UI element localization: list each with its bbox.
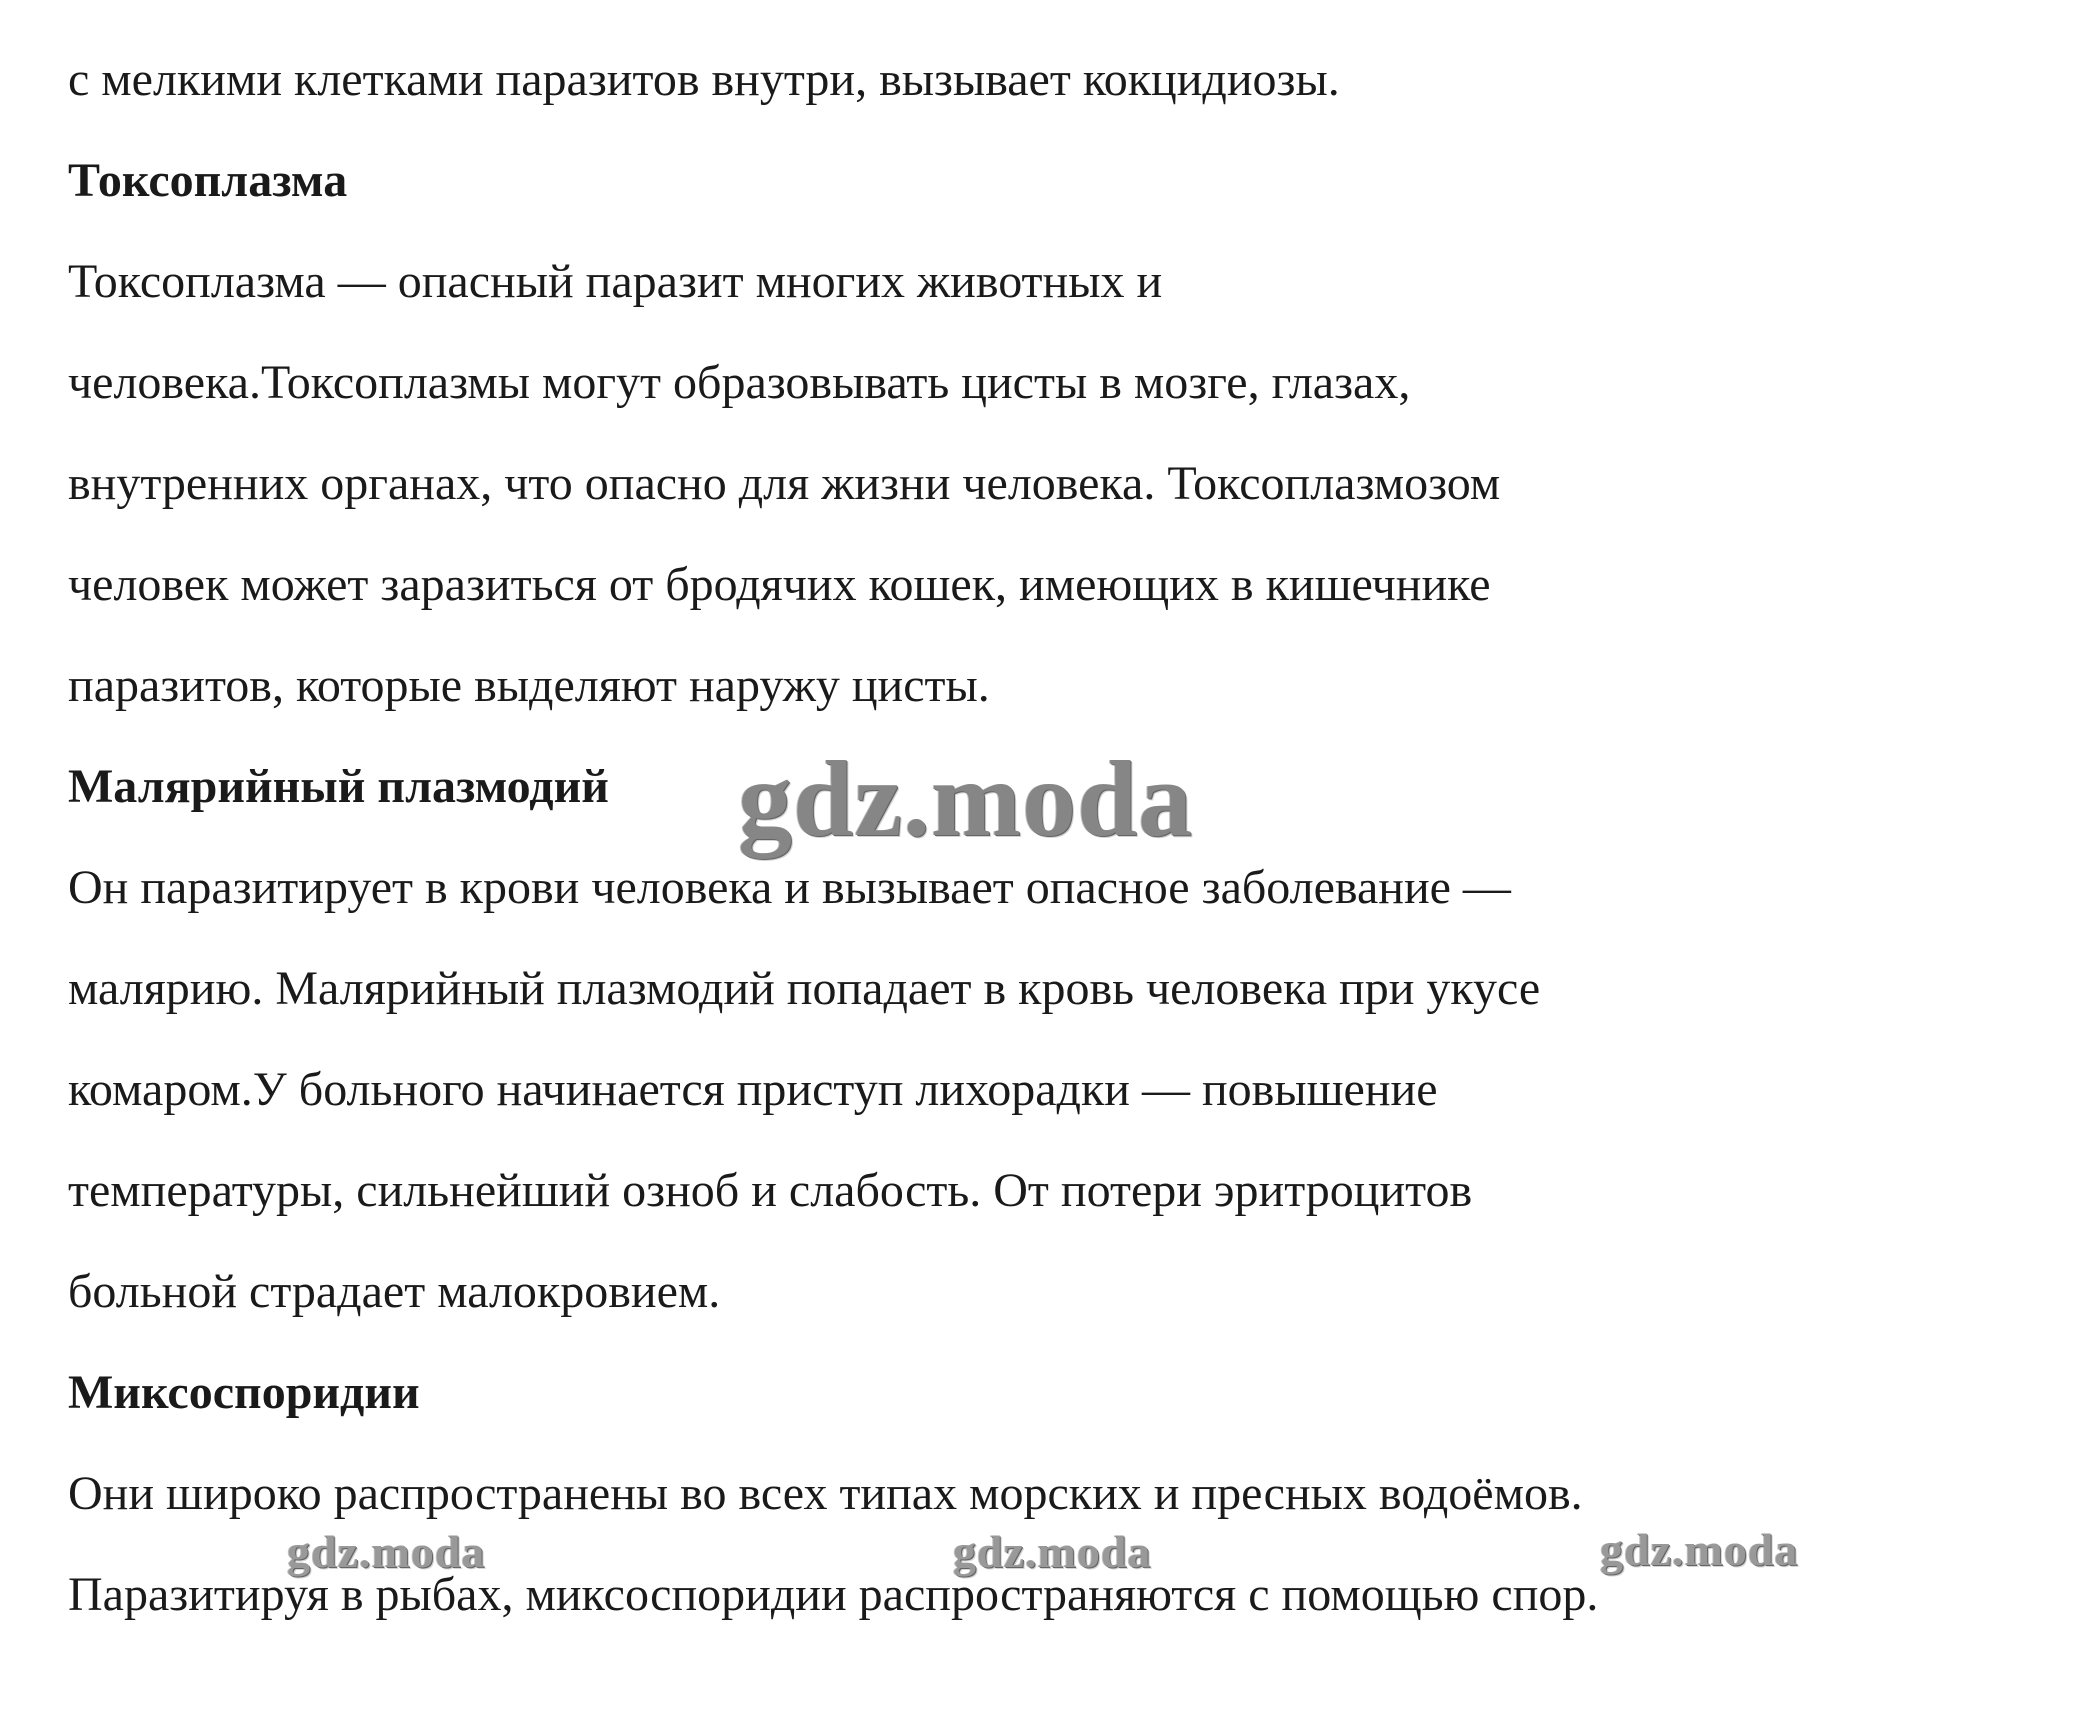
text-line: Паразитируя в рыбах, миксоспоридии распространяются с помощью спор. — [68, 1568, 1599, 1621]
text-line: внутренних органах, что опасно для жизни человека. Токсоплазмозом — [68, 457, 1501, 510]
text-line: Он паразитирует в крови человека и вызывает опасное заболевание — — [68, 861, 1511, 914]
text-line: с мелкими клетками паразитов внутри, вызывает кокцидиозы. — [68, 53, 1340, 106]
section-heading-plasmodium: Малярийный плазмодий — [68, 760, 609, 813]
text-line: паразитов, которые выделяют наружу цисты. — [68, 659, 990, 712]
watermark-main: gdz.moda — [738, 740, 1194, 859]
text-line: малярию. Малярийный плазмодий попадает в кровь человека при укусе — [68, 962, 1541, 1015]
text-line: комаром.У больного начинается приступ лихорадки — повышение — [68, 1063, 1438, 1116]
text-line: Они широко распространены во всех типах морских и пресных водоёмов. — [68, 1467, 1583, 1520]
text-line: больной страдает малокровием. — [68, 1265, 721, 1318]
watermark-small-right: gdz.moda — [1600, 1524, 1799, 1575]
section-heading-toxoplasma: Токсоплазма — [68, 154, 348, 207]
text-line: Токсоплазма — опасный паразит многих животных и — [68, 255, 1163, 308]
watermark-small-left: gdz.moda — [287, 1526, 486, 1577]
text-line: человек может заразиться от бродячих кошек, имеющих в кишечнике — [68, 558, 1491, 611]
section-heading-myxosporidia: Миксоспоридии — [68, 1366, 420, 1419]
text-line: человека.Токсоплазмы могут образовывать цисты в мозге, глазах, — [68, 356, 1411, 409]
text-line: температуры, сильнейший озноб и слабость. От потери эритроцитов — [68, 1164, 1473, 1217]
watermark-small-center: gdz.moda — [953, 1526, 1152, 1577]
